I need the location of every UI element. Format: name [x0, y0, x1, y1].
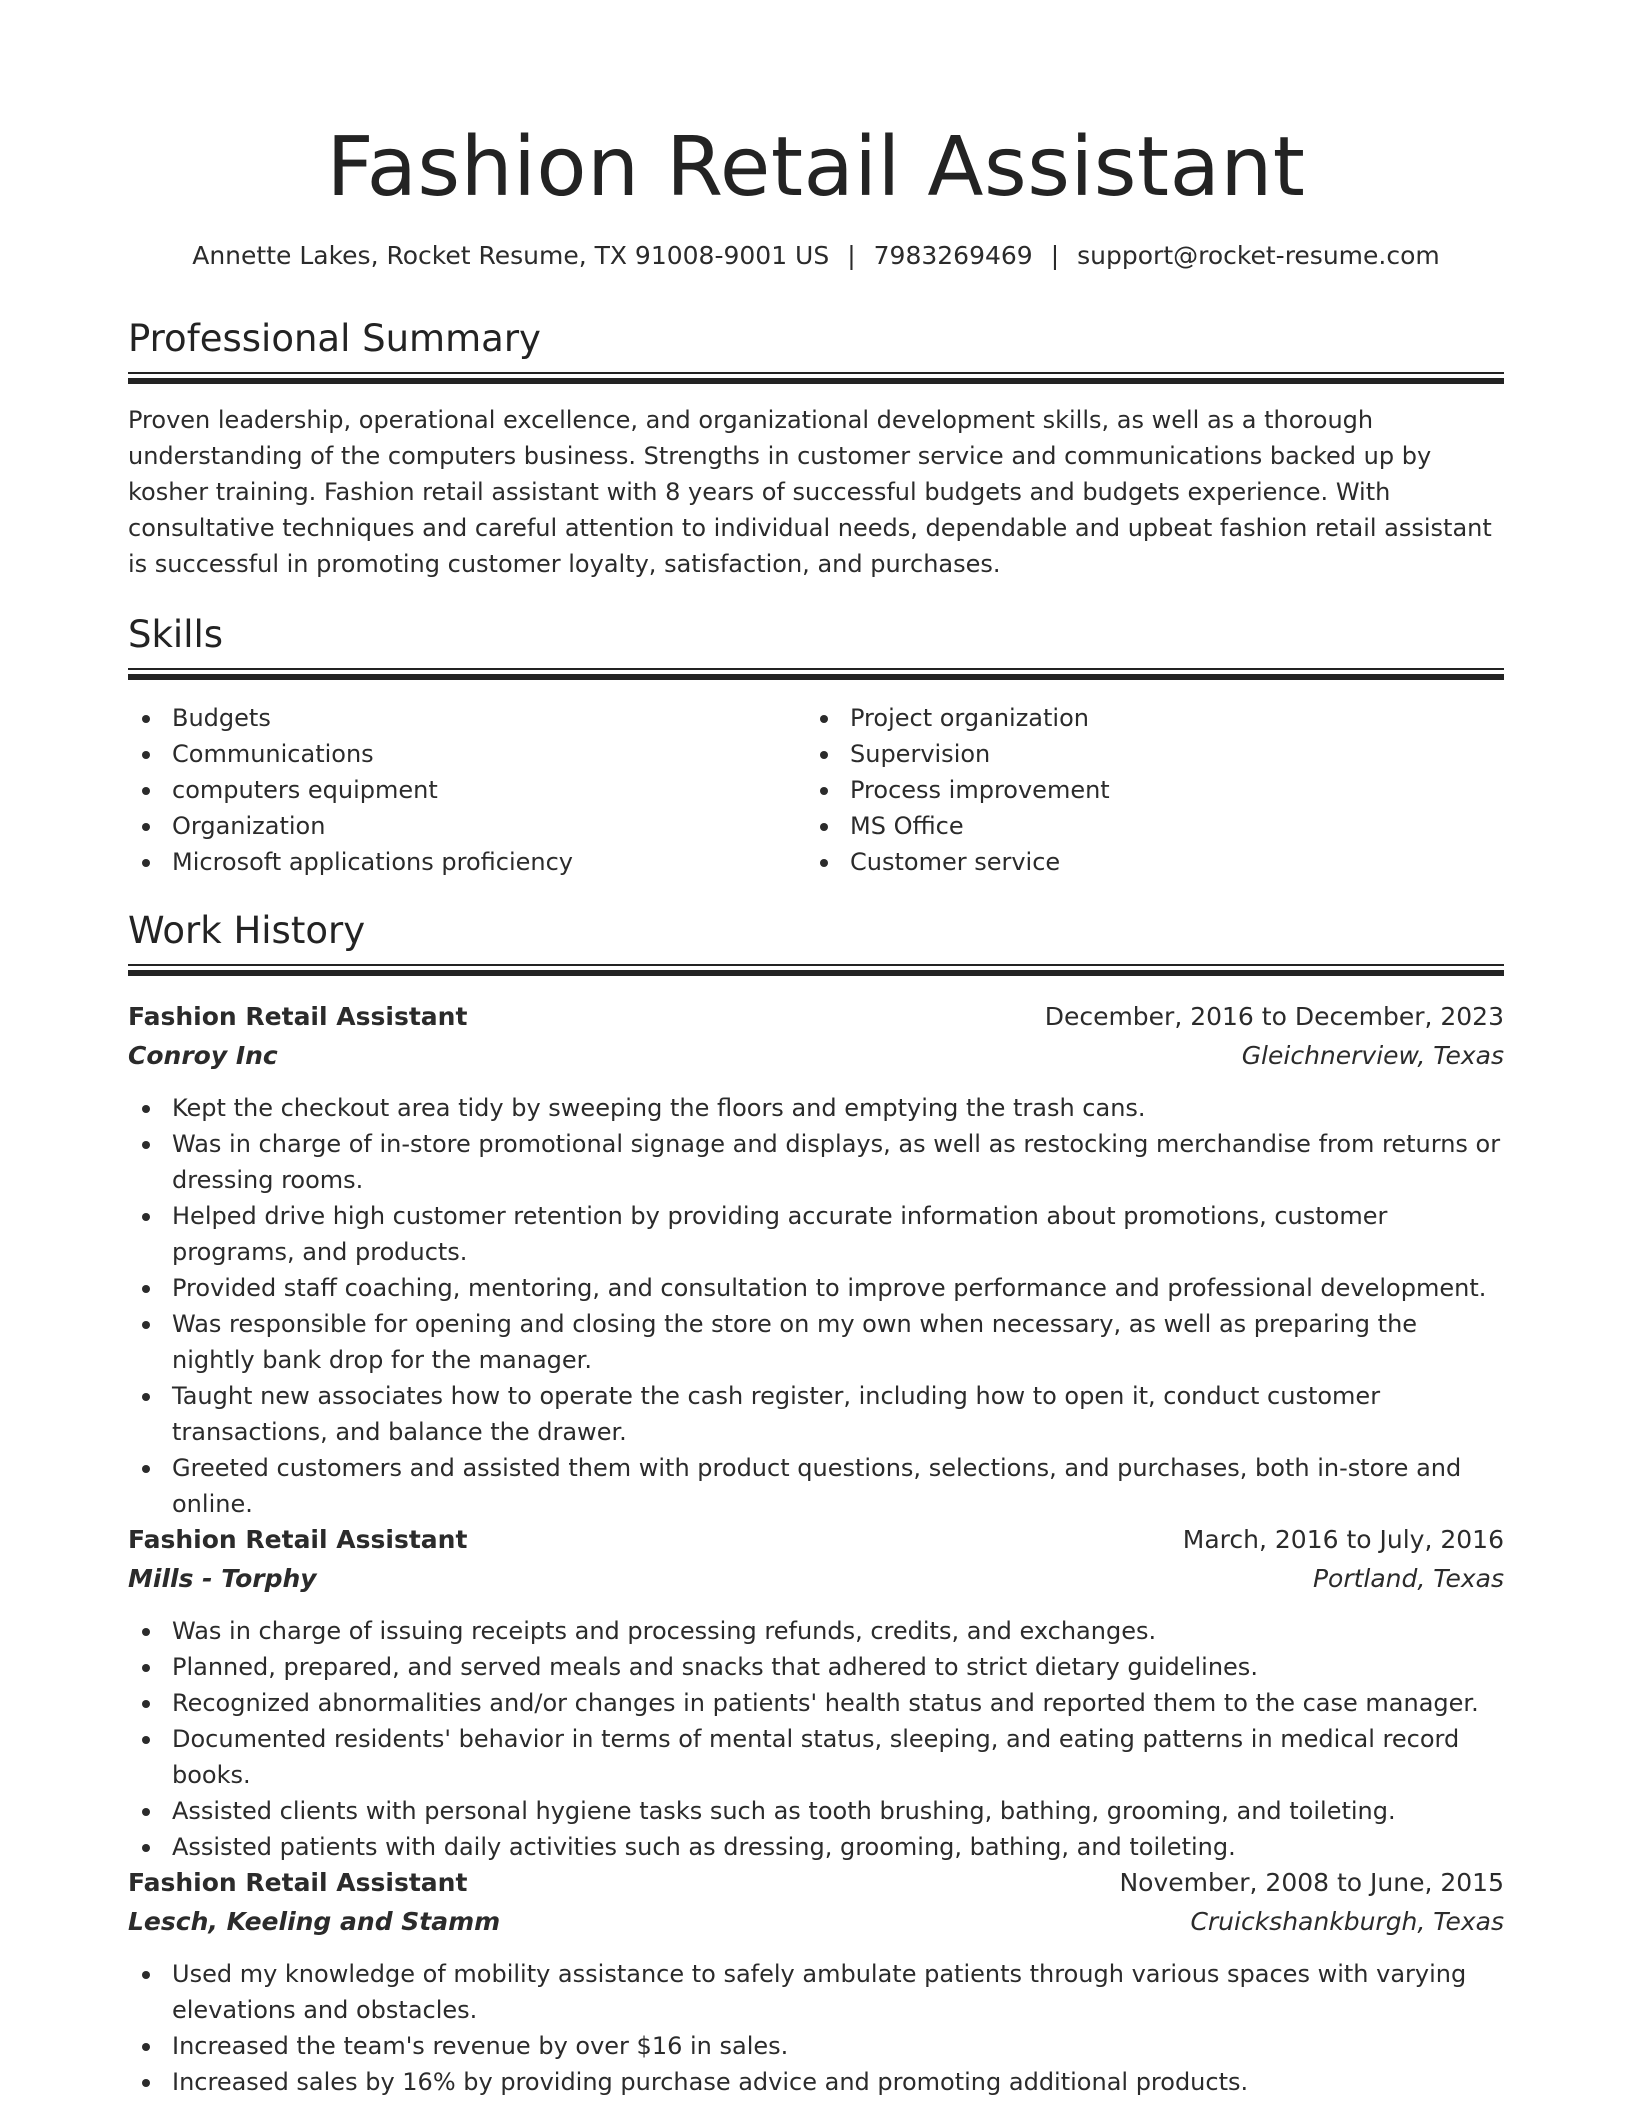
- job-bullets: [128, 1956, 1504, 2100]
- contact-email: support@rocket-resume.com: [1077, 241, 1440, 270]
- job-company-row: [128, 1902, 1504, 1942]
- job-title: Fashion Retail Assistant: [128, 1868, 468, 1897]
- job-location: Portland, Texas: [1312, 1564, 1504, 1593]
- section-divider: [128, 668, 1504, 680]
- job-location: Gleichnerview, Texas: [1241, 1041, 1504, 1070]
- job-bullet: Recognized abnormalities and/or changes in patients' health status and reported them to the case manager.: [128, 1685, 1504, 1721]
- skill-item: Supervision: [806, 736, 1484, 772]
- job-company: Conroy Inc: [128, 1041, 278, 1070]
- job-entry: [128, 1864, 1504, 2100]
- job-company-row: [128, 1036, 1504, 1076]
- summary-section: [128, 316, 1504, 582]
- job-dates: December, 2016 to December, 2023: [1044, 1002, 1504, 1031]
- job-bullet: Assisted clients with personal hygiene tasks such as tooth brushing, bathing, grooming, and toileting.: [128, 1793, 1504, 1829]
- job-company: Mills - Torphy: [128, 1564, 317, 1593]
- job-bullets: [128, 1090, 1504, 1522]
- job-bullet: Was in charge of in-store promotional signage and displays, as well as restocking merchandise from returns or dressing rooms.: [128, 1126, 1504, 1198]
- job-header-row: [128, 1864, 1504, 1902]
- section-title-summary: Professional Summary: [128, 317, 541, 360]
- section-divider: [128, 372, 1504, 384]
- summary-text: Proven leadership, operational excellence, and organizational development skills, as well as a thorough understanding of the computers business. Strengths in customer service and communications backed up by kosher training. Fashion retail assistant with 8 years of successful budgets and budgets experience. With consultative techniques and careful attention to individual needs, dependable and upbeat fashion retail assistant is successful in promoting customer loyalty, satisfaction, and purchases.: [128, 406, 1492, 578]
- job-bullet: Increased sales by 16% by providing purchase advice and promoting additional products.: [128, 2064, 1504, 2100]
- job-bullet: Was in charge of issuing receipts and processing refunds, credits, and exchanges.: [128, 1613, 1504, 1649]
- job-bullet: Used my knowledge of mobility assistance to safely ambulate patients through various spaces with varying elevations and obstacles.: [128, 1956, 1504, 2028]
- job-title: Fashion Retail Assistant: [128, 1525, 468, 1554]
- resume-name: Fashion Retail Assistant: [326, 120, 1306, 215]
- skills-left-column: [128, 700, 806, 880]
- job-entry: [128, 998, 1504, 1522]
- skill-item: MS Office: [806, 808, 1484, 844]
- work-history-section: [128, 908, 1504, 976]
- job-bullet: Documented residents' behavior in terms of mental status, sleeping, and eating patterns in medical record books.: [128, 1721, 1504, 1793]
- skill-item: Communications: [128, 736, 806, 772]
- job-company: Lesch, Keeling and Stamm: [128, 1907, 501, 1936]
- job-company-row: [128, 1559, 1504, 1599]
- contact-separator: |: [1050, 241, 1060, 270]
- job-dates: March, 2016 to July, 2016: [1182, 1525, 1504, 1554]
- job-bullet: Helped drive high customer retention by providing accurate information about promotions, customer programs, and products.: [128, 1198, 1504, 1270]
- job-title: Fashion Retail Assistant: [128, 1002, 468, 1031]
- skills-right-column: [806, 700, 1484, 880]
- job-dates: November, 2008 to June, 2015: [1119, 1868, 1504, 1897]
- job-bullets: [128, 1613, 1504, 1865]
- skill-item: Customer service: [806, 844, 1484, 880]
- section-divider: [128, 964, 1504, 976]
- job-location: Cruickshankburgh, Texas: [1190, 1907, 1504, 1936]
- skills-section: [128, 612, 1504, 880]
- contact-separator: |: [847, 241, 856, 270]
- job-bullet: Assisted patients with daily activities such as dressing, grooming, bathing, and toileting.: [128, 1829, 1504, 1865]
- section-title-work-history: Work History: [128, 909, 366, 952]
- contact-address: Annette Lakes, Rocket Resume, TX 91008-9001 US: [192, 241, 830, 270]
- job-header-row: [128, 998, 1504, 1036]
- section-title-skills: Skills: [128, 613, 224, 656]
- job-bullet: Greeted customers and assisted them with product questions, selections, and purchases, both in-store and online.: [128, 1450, 1504, 1522]
- contact-phone: 7983269469: [873, 241, 1033, 270]
- skill-item: computers equipment: [128, 772, 806, 808]
- skill-item: Budgets: [128, 700, 806, 736]
- skills-columns: [128, 700, 1504, 880]
- skill-item: Microsoft applications proficiency: [128, 844, 806, 880]
- job-bullet: Kept the checkout area tidy by sweeping the floors and emptying the trash cans.: [128, 1090, 1504, 1126]
- contact-line: [0, 239, 1632, 273]
- skill-item: Process improvement: [806, 772, 1484, 808]
- job-bullet: Was responsible for opening and closing the store on my own when necessary, as well as preparing the nightly bank drop for the manager.: [128, 1306, 1504, 1378]
- job-bullet: Planned, prepared, and served meals and snacks that adhered to strict dietary guidelines.: [128, 1649, 1504, 1685]
- skill-item: Organization: [128, 808, 806, 844]
- job-bullet: Provided staff coaching, mentoring, and consultation to improve performance and professional development.: [128, 1270, 1504, 1306]
- job-bullet: Taught new associates how to operate the cash register, including how to open it, conduct customer transactions, and balance the drawer.: [128, 1378, 1504, 1450]
- job-bullet: Increased the team's revenue by over $16 in sales.: [128, 2028, 1504, 2064]
- skill-item: Project organization: [806, 700, 1484, 736]
- job-entry: [128, 1521, 1504, 1865]
- job-header-row: [128, 1521, 1504, 1559]
